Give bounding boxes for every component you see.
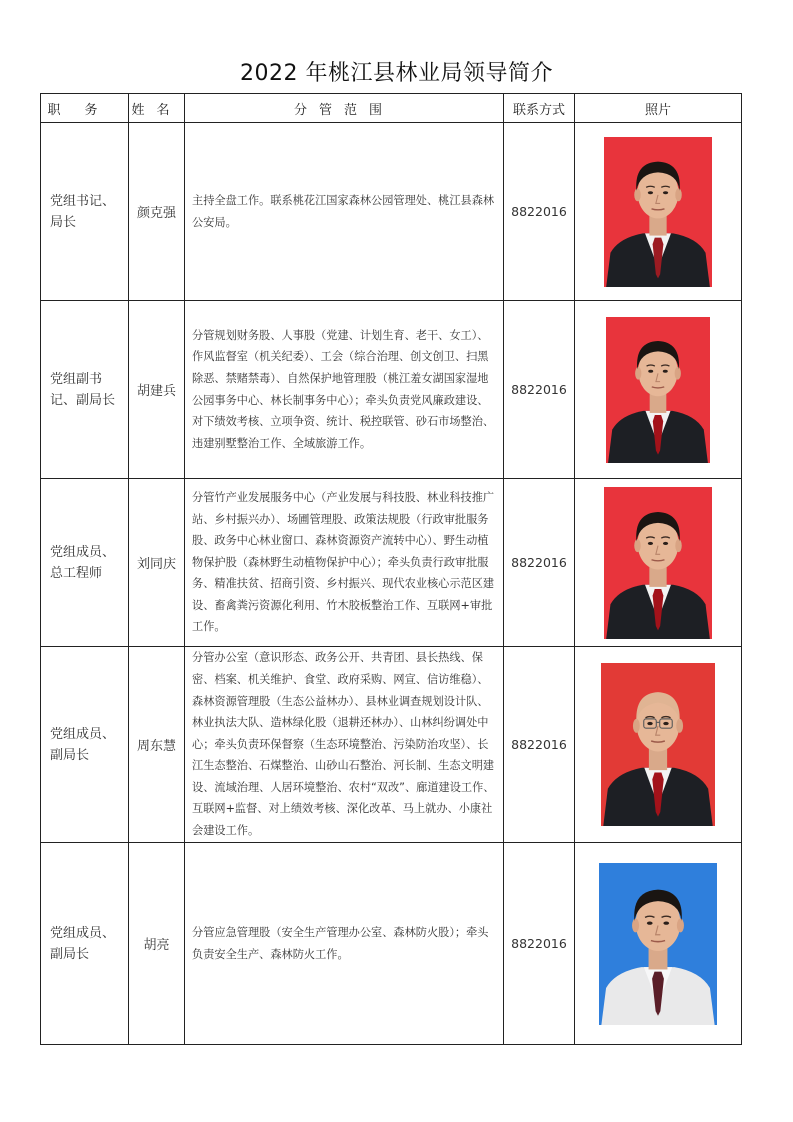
header-name: 姓名 (129, 94, 185, 123)
phone-cell: 8822016 (504, 647, 575, 843)
name-cell: 颜克强 (129, 123, 185, 301)
header-photo: 照片 (575, 94, 742, 123)
position-cell: 党组成员、副局长 (41, 843, 129, 1045)
header-contact: 联系方式 (504, 94, 575, 123)
header-responsibility: 分管范围 (185, 94, 504, 123)
responsibility-cell: 主持全盘工作。联系桃花江国家森林公园管理处、桃江县森林公安局。 (185, 123, 504, 301)
photo-cell (575, 647, 742, 843)
table-row (41, 301, 742, 479)
photo-cell (575, 123, 742, 301)
position-cell: 党组副书记、副局长 (41, 301, 129, 479)
photo-cell (575, 843, 742, 1045)
position-cell: 党组成员、副局长 (41, 647, 129, 843)
portrait-photo (604, 487, 712, 639)
position-cell: 党组书记、局长 (41, 123, 129, 301)
header-position: 职务 (41, 94, 129, 123)
name-cell: 刘同庆 (129, 479, 185, 647)
table-row (41, 123, 742, 301)
table-header-row (41, 94, 742, 123)
photo-cell (575, 479, 742, 647)
portrait-photo (606, 317, 710, 463)
name-cell: 周东慧 (129, 647, 185, 843)
portrait-photo (604, 137, 712, 287)
responsibility-cell: 分管竹产业发展服务中心（产业发展与科技股、林业科技推广站、乡村振兴办）、场圃管理股、政策法规股（行政审批服务股、政务中心林业窗口、森林资源资产流转中心）、野生动植物保护股（森林野生动植物保护中心）；牵头负责行政审批服务、精准扶贫、招商引资、乡村振兴、现代农业核心示范区建设、畜禽粪污资源化利用、竹木胶板整治工作、互联网+审批工作。 (185, 479, 504, 647)
position-cell: 党组成员、总工程师 (41, 479, 129, 647)
name-cell: 胡建兵 (129, 301, 185, 479)
page-title: 2022 年桃江县林业局领导简介 (240, 61, 553, 86)
responsibility-cell: 分管办公室（意识形态、政务公开、共青团、县长热线、保密、档案、机关维护、食堂、政府采购、网宣、信访维稳）、森林资源管理股（生态公益林办）、县林业调查规划设计队、林业执法大队、造林绿化股（退耕还林办）、山林纠纷调处中心；牵头负责环保督察（生态环境整治、污染防治攻坚）、长江生态整治、石煤整治、山砂山石整治、河长制、生态文明建设、流域治理、人居环境整治、农村“双改”、廊道建设工作、互联网+监督、对上绩效考核、深化改革、马上就办、小康社会建设工作。 (185, 647, 504, 843)
table-row (41, 479, 742, 647)
responsibility-cell: 分管规划财务股、人事股（党建、计划生育、老干、女工）、作风监督室（机关纪委）、工会（综合治理、创文创卫、扫黑除恶、禁赌禁毒）、自然保护地管理股（桃江羞女湖国家湿地公园事务中心、林长制事务中心）；牵头负责党风廉政建设、对下绩效考核、立项争资、统计、税控联管、砂石市场整治、违建别墅整治工作、全域旅游工作。 (185, 301, 504, 479)
table-row (41, 647, 742, 843)
portrait-photo (599, 863, 717, 1025)
leaders-table (40, 93, 742, 1045)
phone-cell: 8822016 (504, 479, 575, 647)
name-cell: 胡亮 (129, 843, 185, 1045)
responsibility-cell: 分管应急管理股（安全生产管理办公室、森林防火股）；牵头负责安全生产、森林防火工作。 (185, 843, 504, 1045)
photo-cell (575, 301, 742, 479)
phone-cell: 8822016 (504, 123, 575, 301)
phone-cell: 8822016 (504, 301, 575, 479)
portrait-photo (601, 663, 715, 826)
phone-cell: 8822016 (504, 843, 575, 1045)
table-row (41, 843, 742, 1045)
